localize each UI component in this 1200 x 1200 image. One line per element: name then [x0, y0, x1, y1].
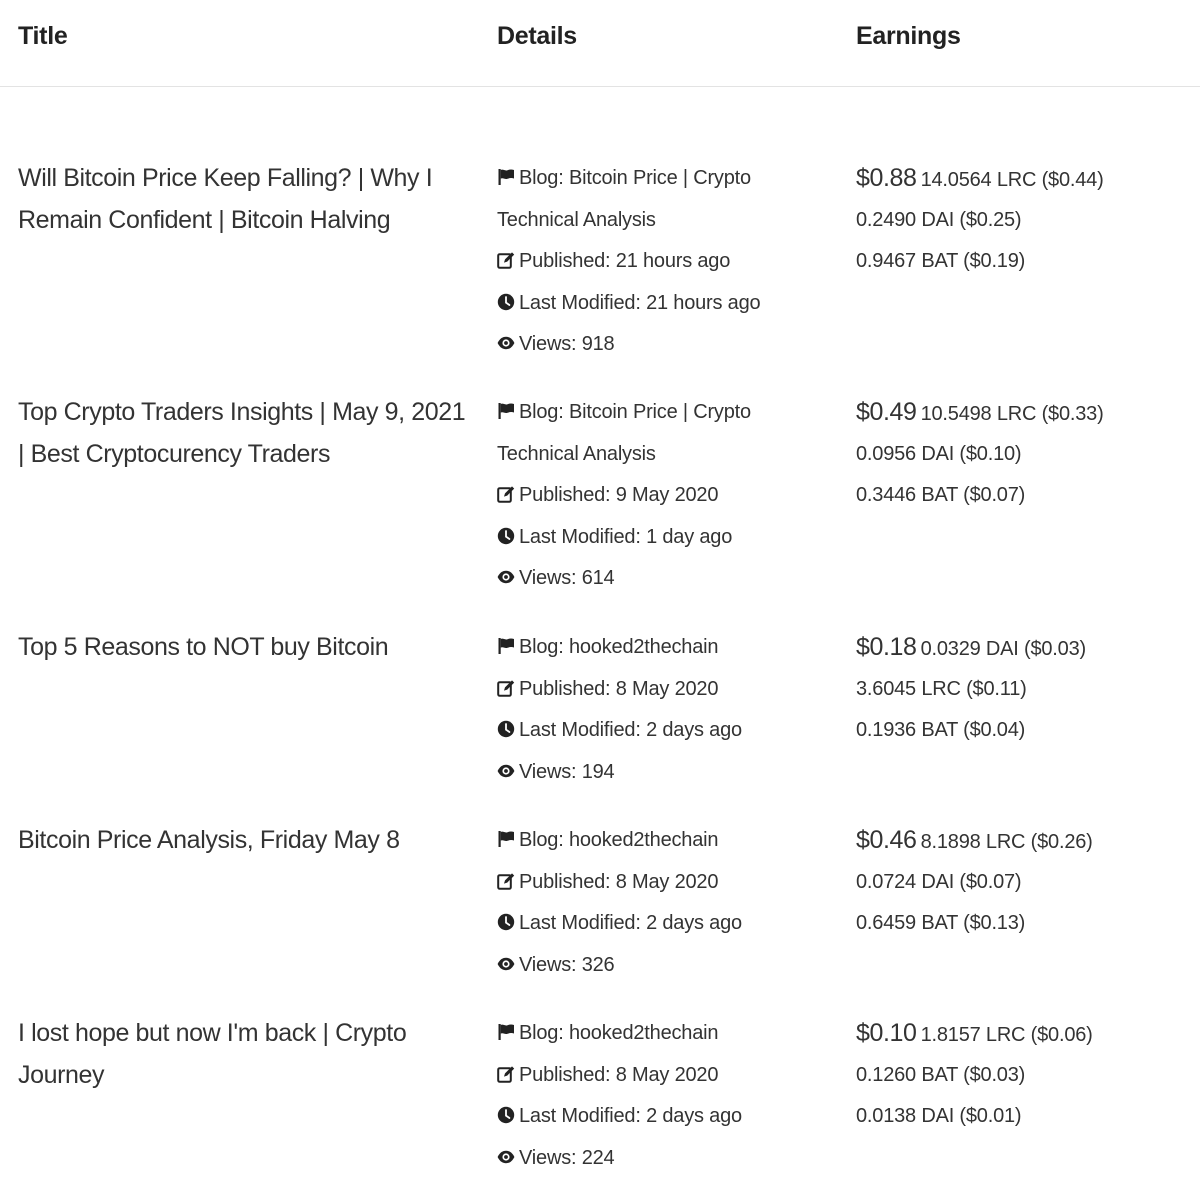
token-earning: 14.0564 LRC ($0.44) — [920, 169, 1104, 191]
eye-icon — [497, 334, 515, 352]
earnings-line-1 — [856, 1013, 1186, 1055]
edit-icon — [497, 679, 515, 697]
token-earning: 0.2490 DAI ($0.25) — [856, 208, 1022, 231]
detail-last-modified — [497, 710, 827, 752]
token-earning: 0.1260 BAT ($0.03) — [856, 1063, 1026, 1086]
clock-icon — [497, 293, 515, 311]
last-modified-value: 2 days ago — [646, 719, 742, 741]
earnings-line-1 — [856, 820, 1186, 862]
blog-name-link[interactable]: hooked2thechain — [568, 636, 719, 658]
eye-icon — [497, 955, 515, 973]
post-earnings — [856, 1013, 1186, 1138]
published-value: 8 May 2020 — [615, 677, 719, 700]
post-details — [497, 392, 827, 600]
last-modified-label: Last Modified: — [519, 1105, 647, 1127]
detail-last-modified — [497, 517, 827, 559]
detail-blog — [497, 820, 827, 862]
post-earnings — [856, 392, 1186, 517]
table-header — [0, 0, 1200, 87]
views-value: 614 — [581, 567, 615, 589]
detail-views — [497, 1138, 827, 1180]
post-title-link[interactable]: Bitcoin Price Analysis, Friday May 8 — [18, 826, 400, 854]
published-label: Published: — [519, 484, 616, 506]
token-earning: 10.5498 LRC ($0.33) — [920, 403, 1104, 425]
post-details — [497, 1013, 827, 1179]
detail-last-modified — [497, 1096, 827, 1138]
detail-blog — [497, 392, 817, 475]
published-value: 8 May 2020 — [615, 870, 719, 893]
earnings-total: $0.10 — [856, 1019, 917, 1047]
blog-label: Blog: — [519, 401, 569, 423]
views-label: Views: — [519, 760, 582, 783]
post-details — [497, 627, 827, 793]
token-earning: 0.3446 BAT ($0.07) — [856, 484, 1026, 506]
detail-views — [497, 558, 827, 600]
views-label: Views: — [519, 1146, 582, 1169]
published-value: 21 hours ago — [615, 250, 731, 272]
detail-published — [497, 669, 827, 711]
post-title-link[interactable]: Will Bitcoin Price Keep Falling? | Why I Remain Confident | Bitcoin Halving — [18, 164, 433, 234]
views-value: 224 — [581, 1146, 615, 1169]
post-earnings — [856, 820, 1186, 945]
token-earning: 1.8157 LRC ($0.06) — [920, 1024, 1093, 1046]
views-label: Views: — [519, 953, 582, 976]
blog-name-link[interactable]: Bitcoin Price | Crypto Technical Analysis — [497, 401, 751, 465]
published-value: 8 May 2020 — [615, 1063, 719, 1086]
blog-name-link[interactable]: hooked2thechain — [568, 829, 719, 851]
views-value: 326 — [581, 953, 615, 976]
detail-published — [497, 475, 827, 517]
post-details — [497, 158, 827, 366]
last-modified-label: Last Modified: — [519, 525, 647, 548]
token-earning: 3.6045 LRC ($0.11) — [856, 677, 1027, 700]
detail-last-modified — [497, 283, 827, 325]
column-header-title: Title — [18, 22, 68, 50]
last-modified-value: 2 days ago — [646, 1105, 742, 1127]
earnings-line-1 — [856, 158, 1186, 200]
post-title-link[interactable]: Top 5 Reasons to NOT buy Bitcoin — [18, 633, 389, 661]
published-label: Published: — [519, 1063, 616, 1086]
edit-icon — [497, 1065, 515, 1083]
detail-views — [497, 324, 827, 366]
detail-last-modified — [497, 903, 827, 945]
edit-icon — [497, 485, 515, 503]
published-label: Published: — [519, 677, 616, 700]
blog-name-link[interactable]: Bitcoin Price | Crypto Technical Analysis — [497, 167, 751, 231]
clock-icon — [497, 720, 515, 738]
published-label: Published: — [519, 250, 616, 272]
post-title-link[interactable]: Top Crypto Traders Insights | May 9, 2021 | Best Cryptocurency Traders — [18, 398, 466, 468]
detail-published — [497, 1055, 827, 1097]
clock-icon — [497, 913, 515, 931]
detail-views — [497, 945, 827, 987]
detail-published — [497, 862, 827, 904]
token-earning: 0.0724 DAI ($0.07) — [856, 870, 1022, 893]
post-earnings — [856, 627, 1186, 752]
clock-icon — [497, 1106, 515, 1124]
blog-label: Blog: — [519, 1022, 569, 1044]
token-earning: 0.1936 BAT ($0.04) — [856, 719, 1026, 741]
earnings-total: $0.18 — [856, 633, 917, 661]
column-header-earnings: Earnings — [856, 22, 961, 50]
blog-name-link[interactable]: hooked2thechain — [568, 1022, 719, 1044]
views-label: Views: — [519, 567, 582, 589]
flag-icon — [497, 168, 515, 186]
earnings-line-1 — [856, 392, 1186, 434]
eye-icon — [497, 1148, 515, 1166]
detail-blog — [497, 158, 817, 241]
views-label: Views: — [519, 333, 582, 355]
token-earning: 0.6459 BAT ($0.13) — [856, 912, 1026, 934]
views-value: 918 — [581, 333, 615, 355]
earnings-total: $0.46 — [856, 826, 917, 854]
blog-label: Blog: — [519, 636, 569, 658]
flag-icon — [497, 402, 515, 420]
flag-icon — [497, 830, 515, 848]
edit-icon — [497, 872, 515, 890]
blog-label: Blog: — [519, 829, 569, 851]
earnings-line-1 — [856, 627, 1186, 669]
token-earning: 0.0138 DAI ($0.01) — [856, 1105, 1022, 1127]
last-modified-label: Last Modified: — [519, 719, 647, 741]
detail-views — [497, 752, 827, 794]
flag-icon — [497, 1023, 515, 1041]
eye-icon — [497, 762, 515, 780]
views-value: 194 — [581, 760, 615, 783]
post-details — [497, 820, 827, 986]
last-modified-label: Last Modified: — [519, 291, 647, 314]
token-earning: 0.9467 BAT ($0.19) — [856, 250, 1026, 272]
edit-icon — [497, 251, 515, 269]
published-label: Published: — [519, 870, 616, 893]
last-modified-label: Last Modified: — [519, 912, 647, 934]
earnings-total: $0.88 — [856, 164, 917, 192]
clock-icon — [497, 527, 515, 545]
detail-published — [497, 241, 827, 283]
eye-icon — [497, 568, 515, 586]
post-earnings — [856, 158, 1186, 283]
column-header-details: Details — [497, 22, 577, 50]
token-earning: 0.0329 DAI ($0.03) — [920, 638, 1086, 660]
token-earning: 8.1898 LRC ($0.26) — [920, 831, 1093, 853]
post-title-link[interactable]: I lost hope but now I'm back | Crypto Journey — [18, 1019, 407, 1089]
last-modified-value: 2 days ago — [646, 912, 742, 934]
last-modified-value: 21 hours ago — [646, 291, 761, 314]
earnings-total: $0.49 — [856, 398, 917, 426]
detail-blog — [497, 627, 827, 669]
flag-icon — [497, 637, 515, 655]
blog-label: Blog: — [519, 167, 569, 189]
detail-blog — [497, 1013, 827, 1055]
published-value: 9 May 2020 — [615, 484, 719, 506]
last-modified-value: 1 day ago — [646, 525, 733, 548]
token-earning: 0.0956 DAI ($0.10) — [856, 442, 1022, 465]
